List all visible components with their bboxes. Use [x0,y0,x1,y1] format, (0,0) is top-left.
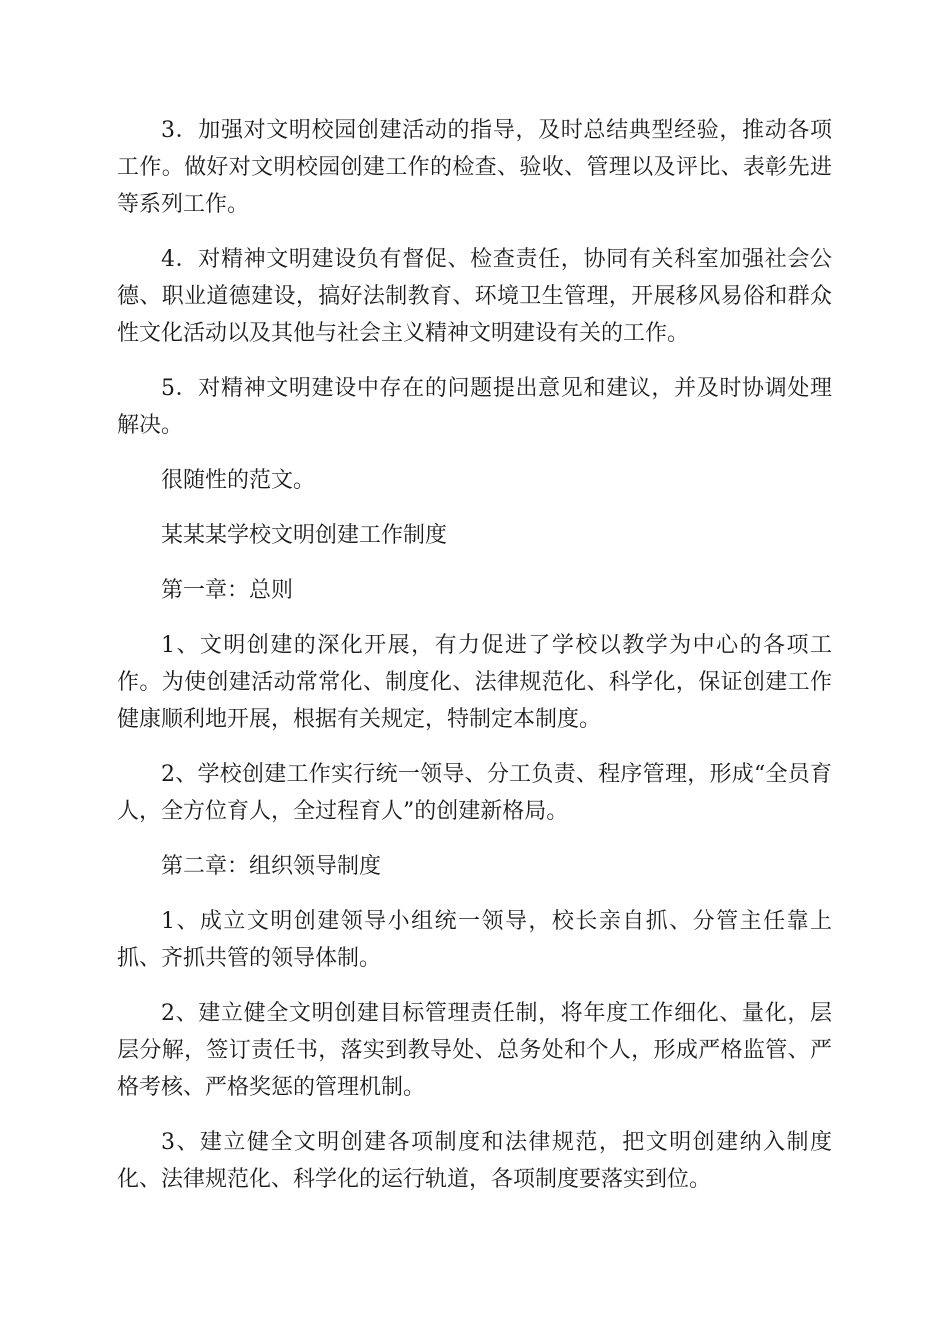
chapter-2-article-3: 3、建立健全文明创建各项制度和法律规范，把文明创建纳入制度化、法律规范化、科学化的运行轨道，各项制度要落实到位。 [117,1130,832,1192]
document-body [117,112,832,1216]
paragraph-item-3-guidance: 3．加强对文明校园创建活动的指导，及时总结典型经验，推动各项工作。做好对文明校园创建工作的检查、验收、管理以及评比、表彰先进等系列工作。 [117,118,832,217]
chapter-1-article-2: 2、学校创建工作实行统一领导、分工负责、程序管理，形成“全员育人，全方位育人，全过程育人”的创建新格局。 [117,762,832,824]
chapter-1-heading: 第一章：总则 [161,578,294,603]
chapter-1-article-1: 1、文明创建的深化开展，有力促进了学校以教学为中心的各项工作。为使创建活动常常化、制度化、法律规范化、科学化，保证创建工作健康顺利地开展，根据有关规定，特制定本制度。 [117,633,832,732]
paragraph-item-4-supervision: 4．对精神文明建设负有督促、检查责任，协同有关科室加强社会公德、职业道德建设，搞好法制教育、环境卫生管理，开展移风易俗和群众性文化活动以及其他与社会主义精神文明建设有关的工作。 [117,247,832,346]
chapter-2-heading: 第二章：组织领导制度 [161,854,382,879]
paragraph-item-5-problems: 5．对精神文明建设中存在的问题提出意见和建议，并及时协调处理解决。 [117,376,832,438]
paragraph-note: 很随性的范文。 [161,468,316,493]
document-title: 某某某学校文明创建工作制度 [161,523,448,548]
chapter-2-article-1: 1、成立文明创建领导小组统一领导，校长亲自抓、分管主任靠上抓、齐抓共管的领导体制。 [117,909,832,971]
chapter-2-article-2: 2、建立健全文明创建目标管理责任制，将年度工作细化、量化，层层分解，签订责任书，落实到教导处、总务处和个人，形成严格监管、严格考核、严格奖惩的管理机制。 [117,1001,832,1100]
